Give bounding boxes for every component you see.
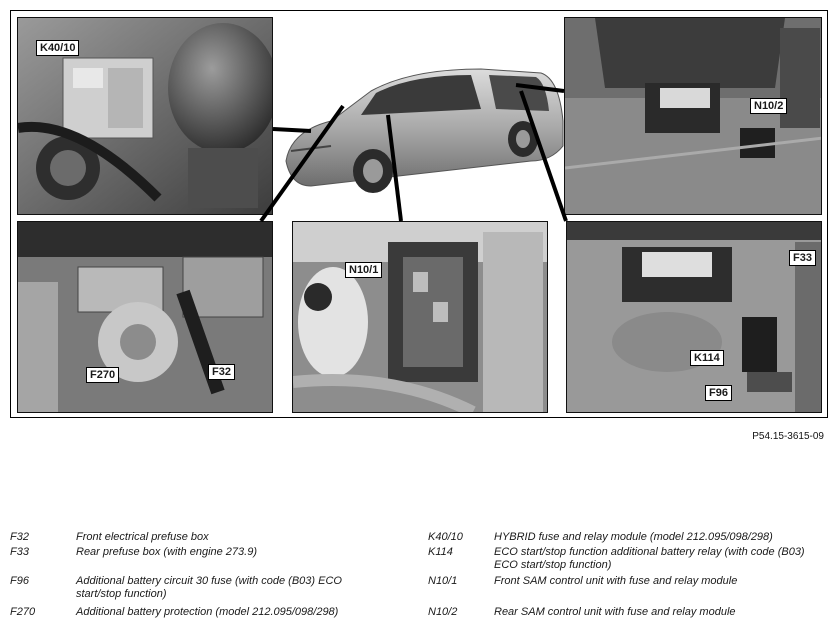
callout-f32: F32 — [208, 364, 235, 380]
legend-code: K114 — [428, 546, 453, 558]
callout-n10-2: N10/2 — [750, 98, 787, 114]
legend-desc: Additional battery circuit 30 fuse (with code (B03) ECO start/stop function) — [76, 575, 342, 600]
callout-k114: K114 — [690, 350, 724, 366]
leader-k40-10 — [273, 129, 311, 131]
callout-f270: F270 — [86, 367, 119, 383]
figure-reference: P54.15-3615-09 — [752, 431, 824, 442]
legend-item — [10, 546, 400, 560]
callout-k40-10: K40/10 — [36, 40, 79, 56]
legend-code: N10/1 — [428, 575, 458, 587]
legend-item — [428, 546, 828, 574]
legend-desc: ECO start/stop function additional battery relay (with code (B03) ECO start/stop function) — [494, 546, 805, 571]
legend-desc: HYBRID fuse and relay module (model 212.095/098/298) — [494, 531, 773, 543]
legend-code: F32 — [10, 531, 29, 543]
legend-desc: Rear prefuse box (with engine 273.9) — [76, 546, 257, 558]
legend-code: F33 — [10, 546, 29, 558]
legend-desc: Front SAM control unit with fuse and relay module — [494, 575, 738, 587]
legend-desc: Additional battery protection (model 212.095/098/298) — [76, 606, 339, 618]
car-illustration — [11, 11, 829, 419]
legend-desc: Front electrical prefuse box — [76, 531, 209, 543]
legend-desc: Rear SAM control unit with fuse and relay module — [494, 606, 736, 618]
legend-code: K40/10 — [428, 531, 463, 543]
legend-item — [10, 575, 400, 603]
location-diagram — [10, 10, 828, 418]
legend-code: N10/2 — [428, 606, 458, 618]
legend-item — [10, 606, 400, 620]
legend-item — [428, 531, 828, 545]
legend-code: F270 — [10, 606, 36, 618]
legend-item — [428, 606, 828, 620]
callout-f96: F96 — [705, 385, 732, 401]
legend-item — [428, 575, 828, 589]
callout-n10-1: N10/1 — [345, 262, 382, 278]
callout-f33: F33 — [789, 250, 816, 266]
legend-item — [10, 531, 400, 545]
legend-code: F96 — [10, 575, 29, 587]
